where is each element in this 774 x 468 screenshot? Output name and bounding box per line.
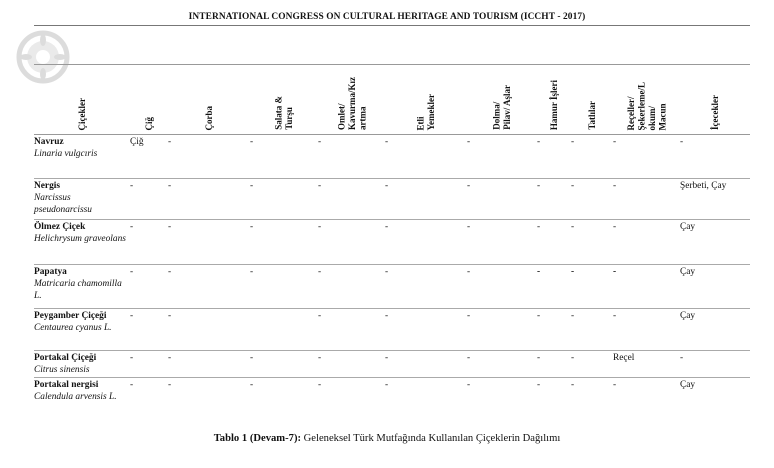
table-cell: - bbox=[571, 380, 575, 390]
table-cell: - bbox=[130, 220, 168, 265]
col-header-flowers: Çiçekler bbox=[34, 65, 130, 135]
table-cell: - bbox=[613, 265, 680, 309]
col-header-desserts: Tatlılar bbox=[571, 65, 613, 135]
caption-text: Geleneksel Türk Mutfağında Kullanılan Çiçeklerin Dağılımı bbox=[301, 433, 561, 444]
table-cell: - bbox=[250, 135, 318, 179]
table-cell: - bbox=[168, 179, 250, 220]
table-cell: - bbox=[318, 220, 385, 265]
table-cell: - bbox=[467, 380, 471, 390]
table-cell: - bbox=[318, 351, 385, 378]
table-cell: - bbox=[537, 135, 571, 179]
table-cell: - bbox=[385, 265, 467, 309]
table-cell bbox=[250, 309, 318, 351]
table-cell: - bbox=[537, 380, 541, 390]
table-row bbox=[34, 220, 750, 265]
table-cell: - bbox=[613, 220, 680, 265]
table-cell: - bbox=[318, 265, 385, 309]
col-header-salad-pickle: Salata & Turşu bbox=[250, 65, 318, 135]
table-cell: - bbox=[537, 220, 571, 265]
table-cell: - bbox=[537, 309, 571, 351]
table-cell: - bbox=[680, 135, 750, 179]
table-cell: - bbox=[250, 179, 318, 220]
table-cell: Çay bbox=[680, 380, 696, 390]
table-cell: - bbox=[467, 309, 537, 351]
col-header-raw: Çiğ bbox=[130, 65, 168, 135]
table-row bbox=[34, 378, 750, 422]
table-cell: - bbox=[318, 309, 385, 351]
table-cell: - bbox=[168, 380, 172, 390]
col-header-dolma-pilaf: Dolma/ Pilav/ Aşlar bbox=[467, 65, 537, 135]
scientific-name: Narcissus pseudonarcissu bbox=[34, 193, 92, 215]
col-header-meat-dishes: Etli Yemekler bbox=[385, 65, 467, 135]
table-cell: Çay bbox=[680, 309, 750, 351]
table-cell: - bbox=[537, 179, 571, 220]
table-row bbox=[34, 135, 750, 179]
flower-name: Ölmez Çiçek bbox=[34, 222, 86, 232]
table-cell: - bbox=[613, 179, 680, 220]
table-row bbox=[34, 179, 750, 220]
flower-name: Navruz bbox=[34, 137, 64, 147]
table-cell: - bbox=[168, 135, 250, 179]
conference-header: INTERNATIONAL CONGRESS ON CULTURAL HERITAGE AND TOURISM (ICCHT - 2017) bbox=[188, 12, 586, 22]
col-header-pastry: Hamur İşleri bbox=[537, 65, 571, 135]
table-cell: - bbox=[467, 179, 537, 220]
col-header-drinks: İçecekler bbox=[680, 65, 750, 135]
table-caption bbox=[0, 433, 774, 444]
table-header-row bbox=[34, 65, 750, 135]
table-cell: - bbox=[613, 380, 617, 390]
table-cell: - bbox=[168, 351, 250, 378]
table-cell: - bbox=[130, 179, 168, 220]
table-cell: - bbox=[250, 380, 254, 390]
table-cell: - bbox=[467, 220, 537, 265]
table-cell: - bbox=[385, 351, 467, 378]
header-rule bbox=[34, 25, 750, 26]
table-cell: - bbox=[250, 351, 318, 378]
table-cell: - bbox=[250, 220, 318, 265]
flower-name: Portakal nergisi bbox=[34, 380, 99, 390]
scientific-name: Centaurea cyanus L. bbox=[34, 323, 112, 333]
table-cell: - bbox=[130, 351, 168, 378]
table-cell: Reçel bbox=[613, 351, 680, 378]
flower-cell bbox=[34, 135, 130, 179]
table-cell: Çay bbox=[680, 265, 750, 309]
flowers-table bbox=[34, 64, 750, 422]
table-cell: - bbox=[613, 135, 680, 179]
table-cell: Şerbeti, Çay bbox=[680, 179, 750, 220]
table-cell: - bbox=[168, 265, 250, 309]
table-cell: - bbox=[318, 179, 385, 220]
col-header-jams: Reçeller/ Şekerleme/L okum/ Macun bbox=[613, 65, 680, 135]
table-cell: - bbox=[571, 135, 613, 179]
table-cell: - bbox=[168, 309, 250, 351]
table-cell: - bbox=[467, 135, 537, 179]
table-cell: - bbox=[537, 265, 571, 309]
caption-label: Tablo 1 (Devam-7): bbox=[213, 433, 301, 444]
table-cell: - bbox=[571, 309, 613, 351]
scientific-name: Helichrysum graveolans bbox=[34, 234, 126, 244]
table-cell: - bbox=[385, 135, 467, 179]
table-cell: Çiğ bbox=[130, 135, 168, 179]
table-cell: - bbox=[613, 309, 680, 351]
scientific-name: Matricaria chamomilla L. bbox=[34, 279, 122, 301]
table-row bbox=[34, 265, 750, 309]
table-cell: - bbox=[571, 220, 613, 265]
flower-cell bbox=[34, 351, 130, 378]
table-cell: - bbox=[467, 265, 537, 309]
table-cell: - bbox=[571, 179, 613, 220]
flower-name: Papatya bbox=[34, 267, 67, 277]
flower-cell bbox=[34, 265, 130, 309]
scientific-name: Linaria vulgcıris bbox=[34, 149, 98, 159]
table-cell: - bbox=[571, 265, 613, 309]
flower-name: Nergis bbox=[34, 181, 61, 191]
table-cell: - bbox=[130, 380, 134, 390]
table-cell: - bbox=[130, 309, 168, 351]
flower-cell bbox=[34, 220, 130, 265]
table-cell: - bbox=[385, 179, 467, 220]
table-cell: - bbox=[571, 351, 613, 378]
flower-name: Portakal Çiçeği bbox=[34, 353, 97, 363]
table-cell: - bbox=[130, 265, 168, 309]
table-cell: - bbox=[318, 380, 322, 390]
table-cell: Çay bbox=[680, 220, 750, 265]
table-cell: - bbox=[385, 220, 467, 265]
scientific-name: Citrus sinensis bbox=[34, 365, 90, 375]
table-row bbox=[34, 309, 750, 351]
table-row bbox=[34, 351, 750, 378]
flower-cell bbox=[34, 179, 130, 220]
table-cell: - bbox=[537, 351, 571, 378]
table-cell: - bbox=[680, 351, 750, 378]
table-cell: - bbox=[318, 135, 385, 179]
table-cell: - bbox=[385, 309, 467, 351]
table-cell: - bbox=[385, 380, 389, 390]
table-cell: - bbox=[168, 220, 250, 265]
table-cell: - bbox=[467, 351, 537, 378]
scientific-name: Calendula arvensis L. bbox=[34, 392, 117, 402]
flower-cell bbox=[34, 378, 130, 422]
table-cell: - bbox=[250, 265, 318, 309]
flower-cell bbox=[34, 309, 130, 351]
col-header-omelette: Omlet/ Kavurma/Kız artma bbox=[318, 65, 385, 135]
flower-name: Peygamber Çiçeği bbox=[34, 311, 107, 321]
col-header-soup: Çorba bbox=[168, 65, 250, 135]
